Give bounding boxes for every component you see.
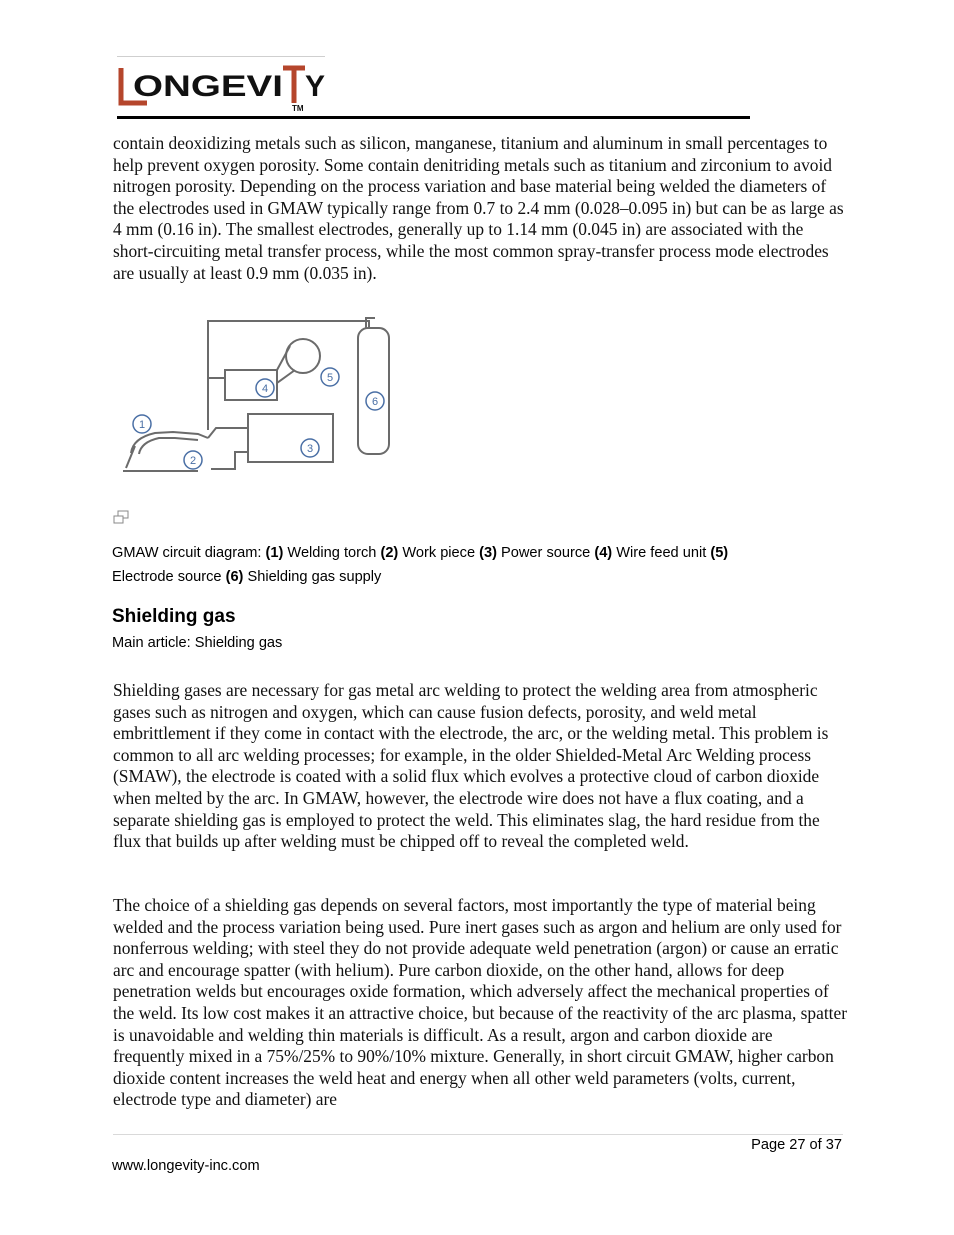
svg-text:Y: Y [305, 70, 325, 103]
footer-website[interactable]: www.longevity-inc.com [112, 1158, 260, 1174]
paragraph-shielding-choice: The choice of a shielding gas depends on several factors, most importantly the type of material being welded and the process variation being used. Pure inert gases such as argon and helium are only used for nonferrous welding; with steel they do not provide adequate weld penetration (argon) or cause an erratic arc and encourage spatter (with helium). Pure carbon dioxide, on the other hand, allows for deep penetration welds but encourages oxide formation, which adversely affect the mechanical properties of the weld. Its low cost makes it an attractive choice, but because of the reactivity of the arc plasma, spatter is unavoidable and welding thin materials is difficult. As a result, argon and carbon dioxide are frequently mixed in a 75%/25% to 90%/10% mixture. Generally, in short circuit GMAW, higher carbon dioxide content increases the weld heat and energy when all other weld parameters (volts, current, electrode type and diameter) are [113, 895, 847, 1110]
diagram-label-3: 3 [306, 443, 314, 455]
svg-text:ONGEVI: ONGEVI [133, 70, 283, 103]
gmaw-circuit-diagram [113, 308, 398, 486]
diagram-label-1: 1 [138, 419, 146, 431]
footer-rule [113, 1134, 843, 1135]
paragraph-shielding-purpose: Shielding gases are necessary for gas metal arc welding to protect the welding area from atmospheric gases such as nitrogen and oxygen, which can cause fusion defects, porosity, and weld metal embrittlement if they come in contact with the electrode, the arc, or the welding metal. This problem is common to all arc welding processes; for example, in the older Shielded-Metal Arc Welding process (SMAW), the electrode is coated with a solid flux which evolves a protective cloud of carbon dioxide when melted by the arc. In GMAW, however, the electrode wire does not have a flux coating, and a separate shielding gas is employed to protect the weld. This eliminates slag, the hard residue from the flux that builds up after welding must be chipped off to reveal the completed weld. [113, 680, 829, 852]
diagram-label-5: 5 [326, 372, 334, 384]
page-number: Page 27 of 37 [751, 1137, 842, 1153]
diagram-label-2: 2 [189, 455, 197, 467]
section-heading: Shielding gas [112, 606, 236, 627]
main-article-link[interactable]: Main article: Shielding gas [112, 635, 283, 651]
header-rule [117, 116, 750, 119]
diagram-label-6: 6 [371, 396, 379, 408]
longevity-logo [117, 56, 325, 114]
diagram-caption: GMAW circuit diagram: (1) Welding torch (2) Work piece (3) Power source (4) Wire feed unit (5) Electrode source (6) Shielding gas supply [112, 545, 729, 585]
logo-trademark: TM [292, 104, 304, 113]
diagram-label-4: 4 [261, 383, 269, 395]
paragraph-electrodes: contain deoxidizing metals such as silicon, manganese, titanium and aluminum in small percentages to help prevent oxygen porosity. Some contain denitriding metals such as titanium and zirconium to avoid nitrogen porosity. Depending on the process variation and base material being welded the diameters of the electrodes used in GMAW typically range from 0.7 to 2.4 mm (0.028–0.095 in) but can be as large as 4 mm (0.16 in). The smallest electrodes, generally up to 1.14 mm (0.045 in) are associated with the short-circuiting metal transfer process, while the most common spray-transfer process mode electrodes are usually at least 0.9 mm (0.035 in). [113, 133, 844, 283]
enlarge-image-icon[interactable] [113, 510, 129, 524]
